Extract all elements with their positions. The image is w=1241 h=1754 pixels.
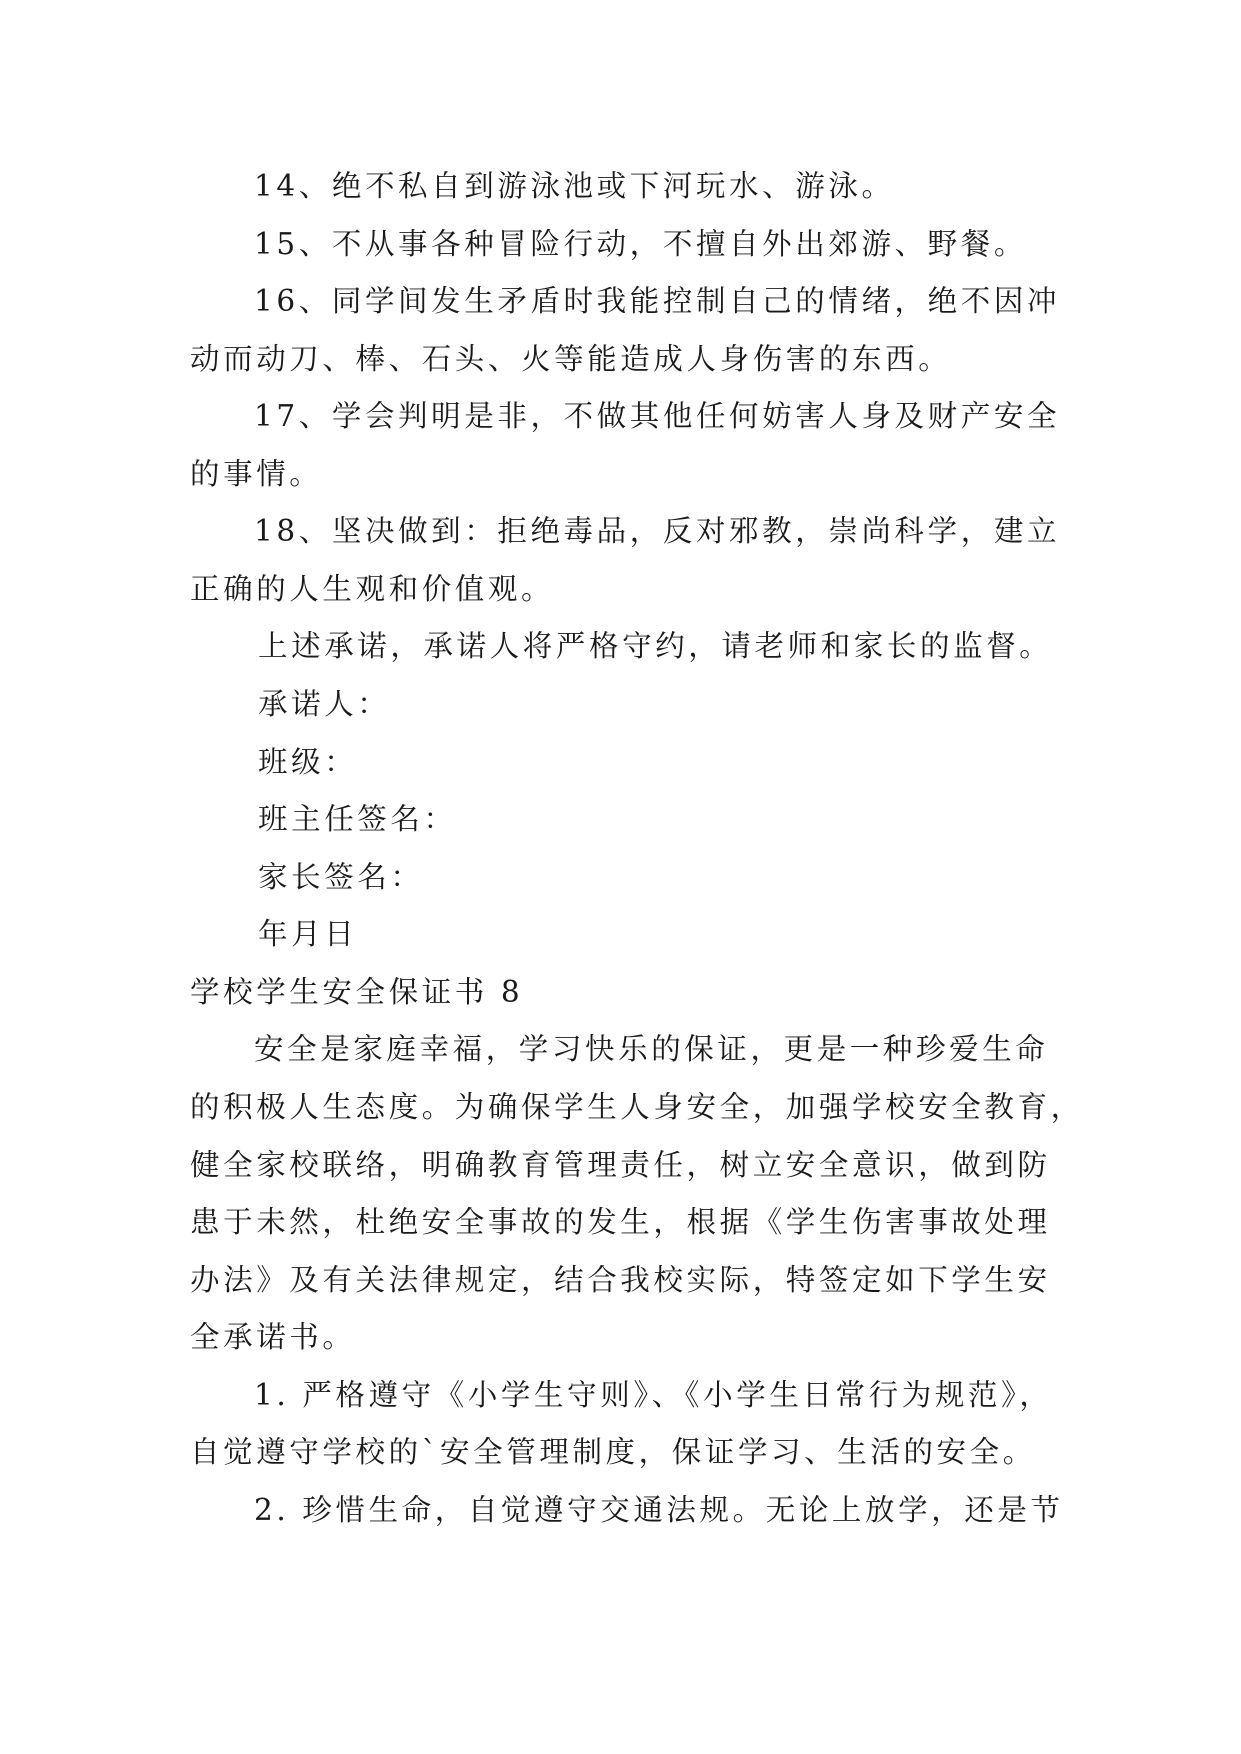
text-line: 17、学会判明是非，不做其他任何妨害人身及财产安全: [254, 399, 1061, 433]
text-line: 动而动刀、棒、石头、火等能造成人身伤害的东西。: [190, 342, 952, 376]
signature-label-promisor: 承诺人：: [258, 687, 391, 721]
text-line: 全承诺书。: [190, 1320, 356, 1354]
date-label: 年月日: [258, 917, 358, 951]
text-line: 患于未然，杜绝安全事故的发生，根据《学生伤害事故处理: [190, 1205, 1051, 1239]
text-line: 办法》及有关法律规定，结合我校实际，特签定如下学生安: [190, 1263, 1051, 1297]
signature-label-class: 班级：: [258, 745, 358, 779]
text-line: 18、坚决做到：拒绝毒品，反对邪教，崇尚科学，建立: [254, 514, 1061, 548]
text-line: 安全是家庭幸福，学习快乐的保证，更是一种珍爱生命: [254, 1032, 1049, 1066]
text-line: 自觉遵守学校的`安全管理制度，保证学习、生活的安全。: [190, 1435, 1036, 1469]
text-line: 16、同学间发生矛盾时我能控制自己的情绪，绝不因冲: [254, 284, 1061, 318]
text-line: 的积极人生态度。为确保学生人身安全，加强学校安全教育，: [190, 1090, 1084, 1124]
signature-label-teacher: 班主任签名：: [258, 802, 457, 836]
text-line: 正确的人生观和价值观。: [190, 572, 555, 606]
text-line: 的事情。: [190, 457, 323, 491]
signature-label-parent: 家长签名：: [258, 860, 424, 894]
text-line: 15、不从事各种冒险行动，不擅自外出郊游、野餐。: [254, 227, 1027, 261]
text-line: 1. 严格遵守《小学生守则》、《小学生日常行为规范》，: [254, 1378, 1053, 1412]
text-line: 2. 珍惜生命，自觉遵守交通法规。无论上放学，还是节: [254, 1493, 1064, 1527]
text-line: 14、绝不私自到游泳池或下河玩水、游泳。: [254, 169, 895, 203]
text-line: 上述承诺，承诺人将严格守约，请老师和家长的监督。: [258, 629, 1053, 663]
text-line: 健全家校联络，明确教育管理责任，树立安全意识，做到防: [190, 1148, 1051, 1182]
section-heading: 学校学生安全保证书 8: [190, 975, 524, 1009]
